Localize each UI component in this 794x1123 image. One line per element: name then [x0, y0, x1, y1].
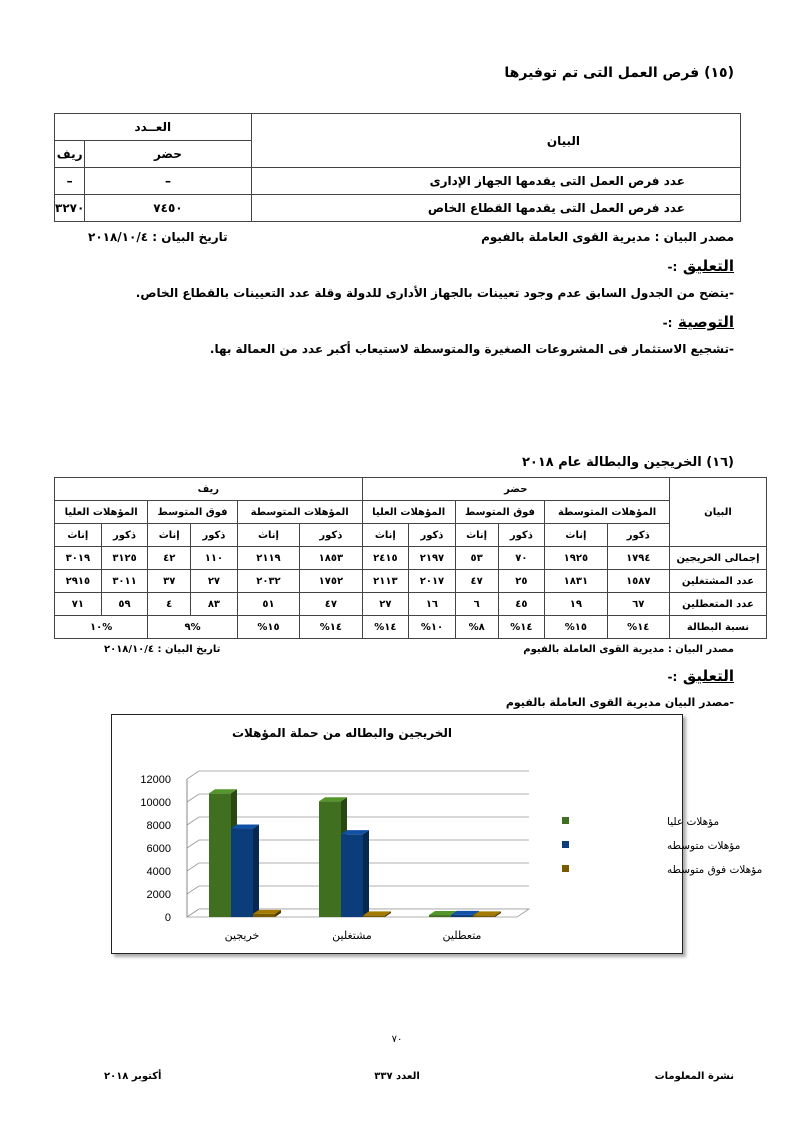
x-tick-label: خريجين [224, 929, 260, 942]
grad-header-female: إناث [237, 524, 299, 547]
grad-cell: ٥٩ [101, 593, 148, 616]
grad-cell: ٢٥ [498, 570, 545, 593]
section15-heading: (١٥) فرص العمل التى تم توفيرها [504, 65, 734, 81]
grad-rate-cell: ١٤% [498, 616, 545, 639]
grad-header-female: إناث [55, 524, 102, 547]
legend-label: مؤهلات متوسطه [667, 840, 741, 852]
grad-cell: ٥٣ [455, 547, 498, 570]
grad-header-female: إناث [362, 524, 409, 547]
bar-front [429, 915, 451, 917]
section16-comment-heading [668, 666, 735, 685]
grid-line-diag [187, 771, 199, 779]
grad-header-male: ذكور [409, 524, 456, 547]
chart-title: الخريجين والبطاله من حملة المؤهلات [231, 726, 453, 740]
bar-front [253, 914, 275, 917]
grad-cell: ٢٤١٥ [362, 547, 409, 570]
grad-row-label: إجمالى الخريجين [670, 547, 767, 570]
grad-header-rural: ريف [55, 478, 363, 501]
grad-header-male: ذكور [101, 524, 148, 547]
jobs-row-rural: – [55, 168, 85, 195]
bar-1-0 [231, 825, 259, 917]
grad-cell: ٣٧ [148, 570, 191, 593]
grad-rate-cell: ٨% [455, 616, 498, 639]
grad-cell: ١٥٨٧ [607, 570, 669, 593]
y-tick-label: 6000 [146, 843, 171, 855]
legend-label: مؤهلات عليا [667, 816, 720, 828]
grad-cell: ٢١١٣ [362, 570, 409, 593]
bar-front [451, 915, 473, 917]
grad-cell: ٥١ [237, 593, 299, 616]
grad-rate-label: نسبة البطالة [670, 616, 767, 639]
grad-cell: ١٧٩٤ [607, 547, 669, 570]
section16-comment-text: -مصدر البيان مديرية القوى العاملة بالفيوم [505, 696, 734, 709]
legend-swatch [562, 817, 569, 824]
table-row [55, 616, 767, 639]
bar-side [253, 825, 259, 917]
grad-rate-cell: ١٤% [362, 616, 409, 639]
y-tick-label: 2000 [146, 889, 171, 901]
bar-side [363, 830, 369, 917]
legend-swatch [562, 865, 569, 872]
table-row [55, 547, 767, 570]
footer-date: أكتوبر ٢٠١٨ [104, 1071, 162, 1082]
grad-row-label: عدد المتعطلين [670, 593, 767, 616]
jobs-row-label: عدد فرص العمل التى يقدمها القطاع الخاص [251, 195, 740, 222]
jobs-table [54, 113, 741, 222]
grad-cell: ٤٢ [148, 547, 191, 570]
grad-rate-cell: ١٤% [607, 616, 669, 639]
grad-header-urban-above: فوق المتوسط [455, 501, 544, 524]
section15-comment-text: -يتضح من الجدول السابق عدم وجود تعيينات بالجهاز الأدارى للدولة وقلة عدد التعيينات بالقطاع الخاص. [135, 286, 734, 300]
grad-cell: ١٩ [545, 593, 607, 616]
grad-header-female: إناث [148, 524, 191, 547]
grad-row-label: عدد المشتغلين [670, 570, 767, 593]
x-tick-label: مشتغلين [332, 929, 372, 942]
grad-cell: ٤٧ [300, 593, 362, 616]
grad-cell: ٢٩١٥ [55, 570, 102, 593]
grad-header-rural-high: المؤهلات العليا [55, 501, 148, 524]
table-row [55, 195, 741, 222]
footer-publication: نشرة المعلومات [654, 1071, 734, 1082]
grad-header-female: إناث [545, 524, 607, 547]
graduates-chart [111, 714, 763, 954]
grad-rate-merged: %١٠ [55, 616, 148, 639]
grad-cell: ٣٠١٩ [55, 547, 102, 570]
jobs-header-item: البيان [251, 114, 740, 168]
comment-title: التعليق [682, 667, 734, 685]
grad-cell: ١٨٥٣ [300, 547, 362, 570]
comment-suffix: :- [667, 260, 678, 274]
grad-cell: ١١٠ [191, 547, 238, 570]
jobs-header-urban: حضر [85, 141, 251, 168]
grad-cell: ٤٧ [455, 570, 498, 593]
section16-heading: (١٦) الخريجين والبطالة عام ٢٠١٨ [522, 455, 734, 470]
grad-header-urban: حضر [362, 478, 669, 501]
table-row [55, 593, 767, 616]
grad-cell: ٧٠ [498, 547, 545, 570]
grad-cell: ٢٧ [191, 570, 238, 593]
grad-header-urban-mid: المؤهلات المتوسطة [545, 501, 670, 524]
jobs-row-urban: – [85, 168, 251, 195]
section15-comment-heading [668, 256, 735, 275]
y-tick-label: 4000 [146, 866, 171, 878]
grad-header-item: البيان [670, 478, 767, 547]
grad-rate-cell: ١٠% [409, 616, 456, 639]
grid-line-diag [187, 863, 199, 871]
grad-header-urban-high: المؤهلات العليا [362, 501, 455, 524]
table-row [55, 168, 741, 195]
grad-cell: ١٩٢٥ [545, 547, 607, 570]
grad-header-male: ذكور [498, 524, 545, 547]
jobs-row-urban: ٧٤٥٠ [85, 195, 251, 222]
grad-cell: ١٧٥٢ [300, 570, 362, 593]
grad-cell: ١٨٣١ [545, 570, 607, 593]
y-tick-label: 8000 [146, 820, 171, 832]
grad-rate-cell: ١٥% [237, 616, 299, 639]
legend-swatch [562, 841, 569, 848]
bar-front [341, 834, 363, 917]
grid-line-diag [187, 794, 199, 802]
grad-rate-merged: %٩ [148, 616, 237, 639]
footer-issue: العدد ٣٣٧ [374, 1071, 420, 1082]
bar-front [319, 801, 341, 917]
grad-header-female: إناث [455, 524, 498, 547]
grid-line-diag [187, 817, 199, 825]
table-row [55, 570, 767, 593]
section16-date: تاريخ البيان : ٢٠١٨/١٠/٤ [104, 644, 221, 655]
chart-canvas [112, 715, 763, 953]
section15-rec-heading [663, 312, 734, 331]
grad-cell: ٦٧ [607, 593, 669, 616]
y-tick-label: 10000 [140, 797, 171, 809]
page-number: ٧٠ [391, 1034, 403, 1045]
grad-rate-cell: ١٤% [300, 616, 362, 639]
grad-cell: ٤٥ [498, 593, 545, 616]
grid-line-diag [187, 886, 199, 894]
jobs-header-rural: ريف [55, 141, 85, 168]
section15-date: تاريخ البيان : ٢٠١٨/١٠/٤ [88, 230, 228, 244]
bar-front [363, 915, 385, 917]
grad-cell: ١٦ [409, 593, 456, 616]
grad-cell: ٢٧ [362, 593, 409, 616]
comment-suffix: :- [667, 670, 678, 684]
legend-label: مؤهلات فوق متوسطه [667, 864, 763, 876]
grad-header-rural-mid: المؤهلات المتوسطة [237, 501, 362, 524]
jobs-row-rural: ٣٢٧٠ [55, 195, 85, 222]
bar-front [231, 829, 253, 917]
comment-title: التعليق [682, 257, 734, 275]
grad-cell: ٣١٢٥ [101, 547, 148, 570]
recommendation-suffix: :- [662, 316, 673, 330]
jobs-header-count: العــدد [55, 114, 252, 141]
section15-rec-text: -تشجيع الاستثمار فى المشروعات الصغيرة والمتوسطة لاستيعاب أكبر عدد من العمالة بها. [209, 342, 734, 356]
bar-front [209, 793, 231, 917]
grad-header-rural-above: فوق المتوسط [148, 501, 237, 524]
grad-header-male: ذكور [300, 524, 362, 547]
bar-front [473, 915, 495, 917]
grad-header-male: ذكور [607, 524, 669, 547]
grad-cell: ٢١٩٧ [409, 547, 456, 570]
graduates-table [54, 477, 767, 639]
bar-1-1 [341, 830, 369, 917]
grad-cell: ٣٠١١ [101, 570, 148, 593]
section15-source: مصدر البيان : مديرية القوى العاملة بالفيوم [481, 230, 734, 244]
grad-cell: ٢٠٣٢ [237, 570, 299, 593]
y-tick-label: 12000 [140, 774, 171, 786]
grad-cell: ٧١ [55, 593, 102, 616]
grid-line-diag [187, 840, 199, 848]
section16-source: مصدر البيان : مديرية القوى العاملة بالفيوم [523, 644, 734, 655]
grad-header-male: ذكور [191, 524, 238, 547]
grad-cell: ٢٠١٧ [409, 570, 456, 593]
recommendation-title: التوصية [677, 313, 734, 331]
grad-cell: ٢١١٩ [237, 547, 299, 570]
grad-rate-cell: ١٥% [545, 616, 607, 639]
grad-cell: ٨٣ [191, 593, 238, 616]
x-tick-label: متعطلين [442, 929, 482, 942]
jobs-row-label: عدد فرص العمل التى يقدمها الجهاز الإدارى [251, 168, 740, 195]
grad-cell: ٤ [148, 593, 191, 616]
y-tick-label: 0 [164, 912, 171, 924]
grad-cell: ٦ [455, 593, 498, 616]
